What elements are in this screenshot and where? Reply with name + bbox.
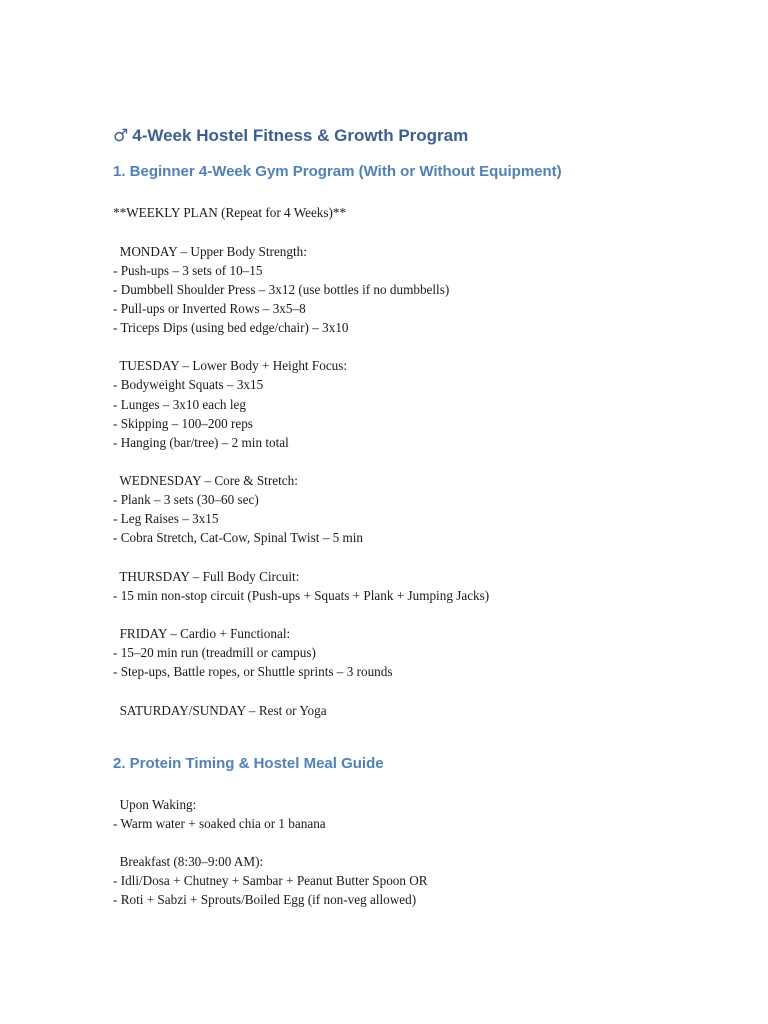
weekend-line: SATURDAY/SUNDAY – Rest or Yoga	[113, 703, 327, 718]
list-item: - Hanging (bar/tree) – 2 min total	[113, 435, 289, 450]
list-item: - Skipping – 100–200 reps	[113, 416, 253, 431]
breakfast-heading: Breakfast (8:30–9:00 AM):	[113, 854, 264, 869]
thursday-heading: THURSDAY – Full Body Circuit:	[113, 569, 300, 584]
waking-heading: Upon Waking:	[113, 797, 197, 812]
list-item: - Triceps Dips (using bed edge/chair) – 3x10	[113, 320, 349, 335]
friday-heading: FRIDAY – Cardio + Functional:	[113, 626, 291, 641]
male-symbol-icon: ♂	[113, 126, 129, 146]
section-2-heading: 2. Protein Timing & Hostel Meal Guide	[113, 755, 384, 772]
list-item: - Push-ups – 3 sets of 10–15	[113, 263, 263, 278]
list-item: - Dumbbell Shoulder Press – 3x12 (use bottles if no dumbbells)	[113, 282, 450, 297]
list-item: - Step-ups, Battle ropes, or Shuttle sprints – 3 rounds	[113, 664, 393, 679]
list-item: - Leg Raises – 3x15	[113, 511, 219, 526]
list-item: - Bodyweight Squats – 3x15	[113, 377, 264, 392]
list-item: - Warm water + soaked chia or 1 banana	[113, 816, 326, 831]
wednesday-heading: WEDNESDAY – Core & Stretch:	[113, 473, 298, 488]
list-item: - Plank – 3 sets (30–60 sec)	[113, 492, 259, 507]
list-item: - Cobra Stretch, Cat-Cow, Spinal Twist – 5 min	[113, 530, 363, 545]
list-item: - 15 min non-stop circuit (Push-ups + Squats + Plank + Jumping Jacks)	[113, 588, 490, 603]
weekly-plan-line: **WEEKLY PLAN (Repeat for 4 Weeks)**	[113, 205, 347, 220]
list-item: - Lunges – 3x10 each leg	[113, 397, 246, 412]
tuesday-heading: TUESDAY – Lower Body + Height Focus:	[113, 358, 348, 373]
list-item: - Roti + Sabzi + Sprouts/Boiled Egg (if non-veg allowed)	[113, 892, 417, 907]
document-title-text: 4-Week Hostel Fitness & Growth Program	[132, 126, 469, 145]
list-item: - Idli/Dosa + Chutney + Sambar + Peanut Butter Spoon OR	[113, 873, 428, 888]
monday-heading: MONDAY – Upper Body Strength:	[113, 244, 307, 259]
list-item: - 15–20 min run (treadmill or campus)	[113, 645, 316, 660]
list-item: - Pull-ups or Inverted Rows – 3x5–8	[113, 301, 306, 316]
document-title	[113, 124, 468, 148]
section-1-heading: 1. Beginner 4-Week Gym Program (With or Without Equipment)	[113, 163, 562, 180]
